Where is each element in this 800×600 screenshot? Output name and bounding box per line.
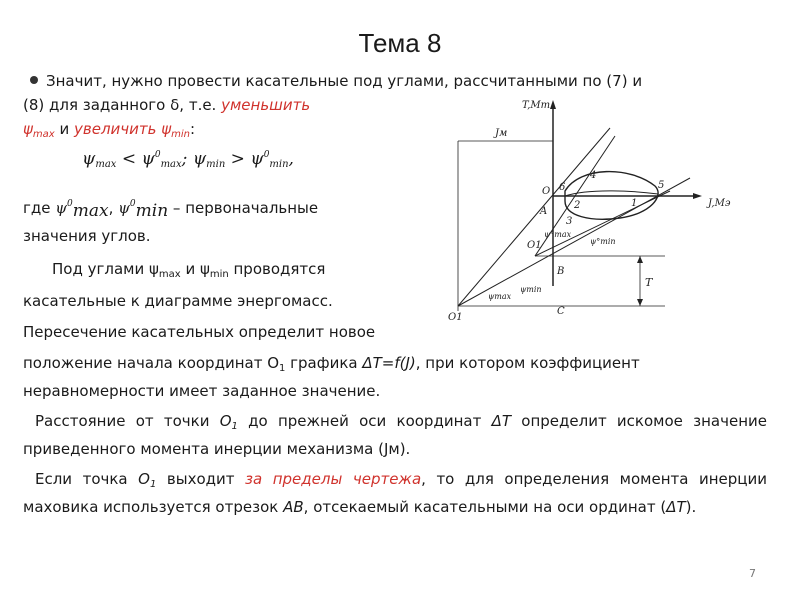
para1-line1: Значит, нужно провести касательные под углами, рассчитанными по (7) и xyxy=(46,72,643,90)
ineq-sep: ; xyxy=(181,149,193,169)
t-arrow-bottom xyxy=(637,299,643,306)
y-axis-arrow xyxy=(550,100,556,109)
para4-point: O xyxy=(138,470,150,488)
x-axis-arrow xyxy=(693,193,702,199)
where-sub1: max xyxy=(72,201,109,221)
para4-d: , отсекаемый касательными на оси ординат ( xyxy=(303,498,667,516)
para2-line3: Пересечение касательных определит новое xyxy=(23,323,376,341)
para2-min-sub: min xyxy=(209,269,229,280)
where-prefix: где xyxy=(23,199,56,217)
para2-l4c: , при котором коэффициент xyxy=(415,354,640,372)
page-number: 7 xyxy=(749,567,756,580)
psi-max-label: ψmax xyxy=(488,292,512,301)
energy-mass-diagram xyxy=(440,96,780,331)
point-a: A xyxy=(540,206,548,217)
ineq-end: , xyxy=(288,149,294,169)
para4-dt: ΔТ xyxy=(666,498,686,516)
ineq-sub2: min xyxy=(206,159,226,170)
para3-c: определит искомое значение приведенного момента инерции механизма (Jм). xyxy=(23,412,767,458)
para2-sub1: 1 xyxy=(279,363,286,374)
para3-dt: ΔТ xyxy=(491,412,512,430)
ineq-psi1b: ψ xyxy=(141,149,155,169)
curve-point-1: 1 xyxy=(631,198,638,209)
psi-min-sub: min xyxy=(171,129,190,140)
ineq-sup2: 0 xyxy=(263,150,270,160)
bullet-dot xyxy=(30,76,38,84)
para2-l5: неравномерности имеет заданное значение. xyxy=(23,382,381,400)
where-psi2: ψ xyxy=(118,199,130,217)
where-sup2: 0 xyxy=(129,199,136,209)
point-b: B xyxy=(557,266,565,277)
y-axis-label: T,Mт xyxy=(522,100,551,111)
orig-tangent-min xyxy=(535,191,670,256)
dt-formula: ΔТ=f(J) xyxy=(362,354,416,372)
inequality xyxy=(82,144,294,176)
para2-line1 xyxy=(52,258,325,286)
para2-line4 xyxy=(23,352,767,402)
psi0-max-label: ψ°max xyxy=(544,230,572,239)
psi-max-sub: max xyxy=(32,129,55,140)
curve-point-6: 6 xyxy=(559,182,566,193)
where-line xyxy=(23,193,318,222)
para3-a: Расстояние от точки xyxy=(35,412,220,430)
para1-line2 xyxy=(23,94,310,116)
para3-point: O xyxy=(219,412,232,430)
point-c: C xyxy=(557,306,565,317)
ineq-op1: < xyxy=(116,149,142,169)
slide-title: Тема 8 xyxy=(358,28,442,58)
where-sup1: 0 xyxy=(67,199,73,209)
para2-l1a: Под углами ψ xyxy=(52,260,159,278)
curve-point-2: 2 xyxy=(574,200,581,211)
para3-b: до прежней оси координат xyxy=(237,412,492,430)
point-o1: O1 xyxy=(448,312,463,323)
psi-min-label: ψmin xyxy=(520,285,542,294)
para1-line2-text: (8) для заданного δ, т.е. xyxy=(23,96,222,114)
where-sep: , xyxy=(108,199,119,217)
para4-sub: 1 xyxy=(149,479,157,490)
para3-sub: 1 xyxy=(231,421,238,432)
para2-line2: касательные к диаграмме энергомасс. xyxy=(23,292,333,310)
psi-symbol: ψ xyxy=(23,120,33,138)
ineq-sub1: max xyxy=(95,159,117,170)
para4-c: , то для определения момента инерции маховика используется отрезок xyxy=(23,470,767,516)
curve-point-5: 5 xyxy=(658,180,665,191)
para2-mid: и ψ xyxy=(180,260,210,278)
point-o: O xyxy=(542,186,551,197)
inner-curve xyxy=(565,191,658,196)
outside-drawing: за пределы чертежа xyxy=(245,470,422,488)
t-label: T xyxy=(645,276,653,289)
para2-l4a: положение начала координат О xyxy=(23,354,280,372)
para3 xyxy=(23,410,767,460)
para1-line3 xyxy=(23,118,195,146)
t-arrow-top xyxy=(637,256,643,263)
ineq-sub1b: max xyxy=(160,159,182,170)
para4-a: Если точка xyxy=(35,470,139,488)
where-line2: значения углов. xyxy=(23,227,151,245)
point-o1-upper: O1 xyxy=(527,240,542,251)
ineq-op2: > xyxy=(225,149,251,169)
para2-end: проводятся xyxy=(228,260,326,278)
curve-point-4: 4 xyxy=(590,170,597,181)
para4-ab: АВ xyxy=(283,498,304,516)
para2-max-sub: max xyxy=(158,269,181,280)
ineq-sup1: 0 xyxy=(154,150,161,160)
ineq-psi1: ψ xyxy=(82,149,96,169)
where-suffix: – первоначальные xyxy=(168,199,319,217)
para2-l4b: графика xyxy=(285,354,363,372)
colon: : xyxy=(190,120,196,138)
and-word: и xyxy=(54,120,74,138)
tangent-max xyxy=(458,128,610,306)
where-sub2: min xyxy=(135,201,169,221)
jm-label: Jм xyxy=(495,128,508,139)
ineq-sub2b: min xyxy=(269,159,289,170)
x-axis-label: J,Mэ xyxy=(708,198,731,209)
psi0-min-label: ψ°min xyxy=(590,237,616,246)
ineq-psi2: ψ xyxy=(192,149,207,169)
para4 xyxy=(23,468,767,518)
increase-word: увеличить ψ xyxy=(74,120,172,138)
para4-b: выходит xyxy=(156,470,246,488)
decrease-word: уменьшить xyxy=(221,96,311,114)
curve-point-3: 3 xyxy=(566,216,573,227)
para4-e: ). xyxy=(685,498,697,516)
where-psi1: ψ xyxy=(55,199,68,217)
ineq-psi2b: ψ xyxy=(250,149,264,169)
